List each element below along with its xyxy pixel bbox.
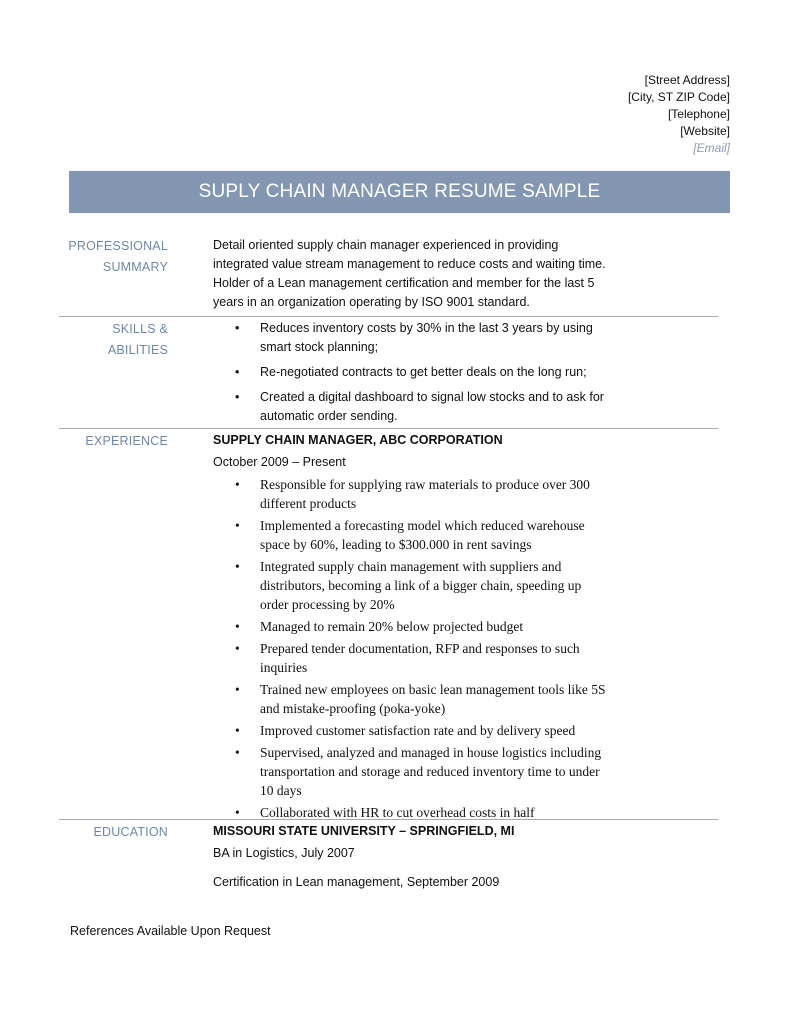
bullet-icon: • — [235, 745, 240, 760]
skill-item — [213, 363, 613, 382]
email: [Email] — [693, 141, 730, 155]
bullet-icon: • — [235, 682, 240, 697]
experience-item — [213, 557, 613, 614]
resume-title-banner — [69, 171, 730, 213]
experience-item — [213, 639, 613, 677]
summary-label-line2: SUMMARY — [102, 260, 168, 274]
experience-text: Improved customer satisfaction rate and by delivery speed — [260, 723, 576, 738]
bullet-icon: • — [235, 321, 240, 335]
summary-label-line1: PROFESSIONAL — [68, 239, 168, 253]
bullet-icon: • — [235, 518, 240, 533]
experience-text: Responsible for supplying raw materials to produce over 300 different products — [260, 477, 590, 511]
references-note: References Available Upon Request — [70, 924, 271, 938]
experience-text: Collaborated with HR to cut overhead costs in half — [260, 805, 535, 820]
experience-content — [213, 431, 613, 822]
skill-text: Reduces inventory costs by 30% in the last 3 years by using smart stock planning; — [260, 321, 593, 354]
skill-item — [213, 388, 613, 426]
resume-title: SUPLY CHAIN MANAGER RESUME SAMPLE — [198, 181, 601, 202]
section-divider — [59, 819, 718, 820]
bullet-icon: • — [235, 390, 240, 404]
skill-item — [213, 319, 613, 357]
contact-block — [628, 72, 730, 157]
school-name: MISSOURI STATE UNIVERSITY – SPRINGFIELD, MI — [213, 824, 515, 838]
experience-text: Supervised, analyzed and managed in house logistics including transportation and storage and reduced inventory time to under 10 days — [260, 745, 602, 798]
job-dates: October 2009 – Present — [213, 455, 346, 469]
skills-label: SKILLS & ABILITIES — [107, 322, 168, 357]
bullet-icon: • — [235, 723, 240, 738]
experience-text: Integrated supply chain management with suppliers and distributors, becoming a link of a bigger chain, speeding up order processing by 20% — [260, 559, 582, 612]
summary-text: Detail oriented supply chain manager experienced in providing integrated value stream management to reduce costs and waiting time. Holder of a Lean management certification and member for the last 5 years in an organization operating by ISO 9001 standard. — [213, 238, 606, 309]
experience-item — [213, 680, 613, 718]
bullet-icon: • — [235, 559, 240, 574]
experience-label: EXPERIENCE — [85, 434, 168, 448]
street-address: [Street Address] — [644, 73, 730, 87]
experience-item — [213, 721, 613, 740]
bullet-icon: • — [235, 641, 240, 656]
city-state-zip: [City, ST ZIP Code] — [627, 90, 730, 104]
degree: BA in Logistics, July 2007 — [213, 846, 355, 860]
skill-text: Created a digital dashboard to signal low stocks and to ask for automatic order sending. — [260, 390, 604, 423]
experience-text: Managed to remain 20% below projected budget — [260, 619, 524, 634]
education-content — [213, 822, 613, 892]
certification: Certification in Lean management, September 2009 — [213, 875, 500, 889]
website: [Website] — [680, 124, 730, 138]
section-divider — [59, 428, 718, 429]
skills-list — [213, 319, 613, 426]
experience-item — [213, 475, 613, 513]
job-title: SUPPLY CHAIN MANAGER, ABC CORPORATION — [213, 433, 503, 447]
experience-item — [213, 516, 613, 554]
bullet-icon: • — [235, 619, 240, 634]
experience-text: Trained new employees on basic lean management tools like 5S and mistake-proofing (poka-yoke) — [260, 682, 606, 716]
education-label: EDUCATION — [93, 825, 168, 839]
experience-text: Prepared tender documentation, RFP and responses to such inquiries — [260, 641, 580, 675]
bullet-icon: • — [235, 805, 240, 820]
bullet-icon: • — [235, 477, 240, 492]
telephone: [Telephone] — [667, 107, 730, 121]
section-divider — [59, 316, 718, 317]
skill-text: Re-negotiated contracts to get better deals on the long run; — [260, 365, 587, 379]
summary-label — [59, 236, 168, 278]
experience-item — [213, 617, 613, 636]
bullet-icon: • — [235, 365, 240, 379]
experience-item — [213, 743, 613, 800]
experience-text: Implemented a forecasting model which reduced warehouse space by 60%, leading to $300.000 in rent savings — [260, 518, 585, 552]
experience-list — [213, 475, 613, 822]
